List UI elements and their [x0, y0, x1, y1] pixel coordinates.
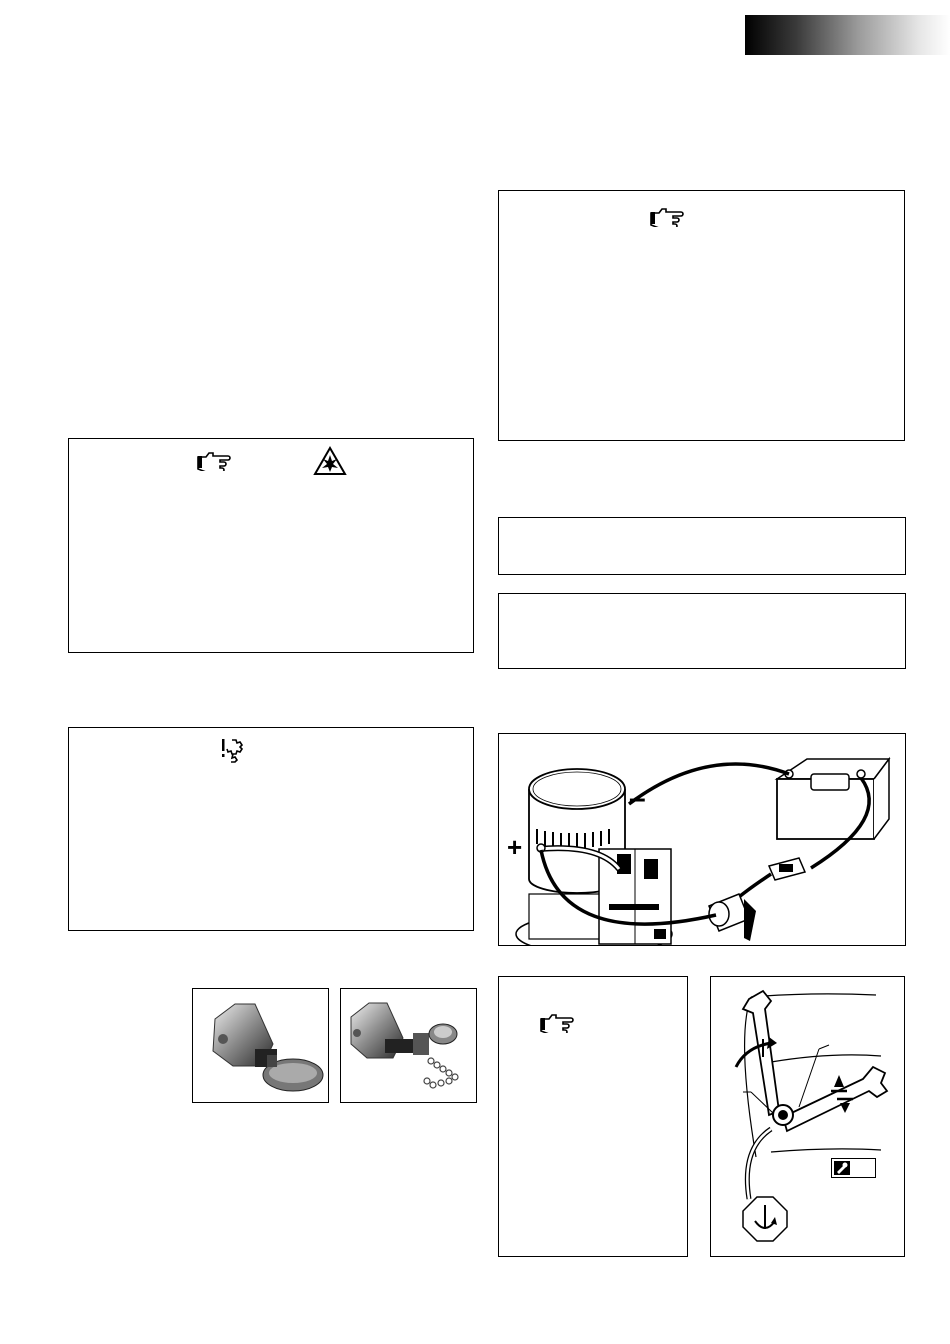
battery-switch-with-cap-photo: [340, 988, 477, 1103]
caution-box: [68, 727, 474, 931]
chapter-tab: [745, 15, 950, 55]
tightening-torque-icon: [741, 1195, 789, 1243]
note-box-small: [498, 976, 688, 1257]
plus-label: +: [507, 832, 523, 862]
info-box-1: [498, 517, 906, 575]
info-box-2: [498, 593, 906, 669]
explosion-hazard-icon: [313, 446, 347, 476]
pointing-hand-icon: [196, 449, 232, 471]
battery-wiring-diagram: [499, 734, 906, 946]
pointing-hand-icon: [649, 205, 685, 227]
exclamation-gear-icon: [219, 736, 251, 764]
battery-wiring-figure: [498, 733, 906, 946]
note-box: [498, 190, 905, 441]
minus-label: –: [629, 782, 646, 815]
wrench-icon-box: [831, 1158, 876, 1178]
warning-box: [68, 438, 474, 653]
wrench-figure: [710, 976, 905, 1257]
wrench-icon: [832, 1159, 875, 1177]
battery-switch-photo: [192, 988, 329, 1103]
pointing-hand-icon: [539, 1011, 575, 1033]
